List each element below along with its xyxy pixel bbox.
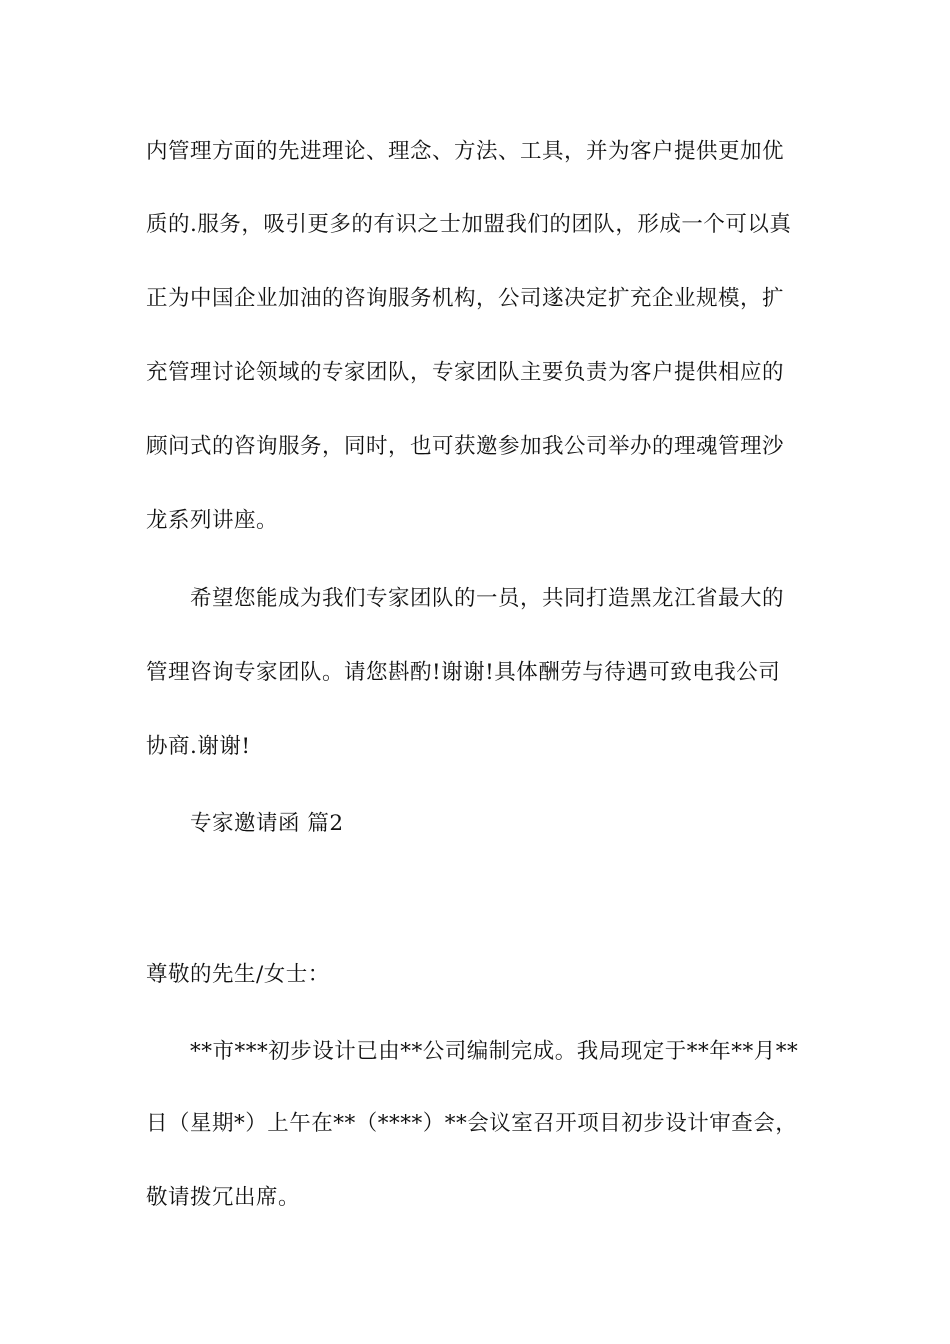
salutation: 尊敬的先生/女士： — [146, 962, 330, 987]
section-heading: 专家邀请函 篇2 — [190, 811, 344, 836]
paragraph-line-5: 顾问式的咨询服务，同时，也可获邀参加我公司举办的理魂管理沙 — [146, 434, 785, 459]
paragraph3-line-3: 敬请拨冗出席。 — [146, 1185, 301, 1210]
paragraph2-line-1: 希望您能成为我们专家团队的一员，共同打造黑龙江省最大的 — [190, 586, 785, 611]
paragraph-line-2: 质的.服务，吸引更多的有识之士加盟我们的团队，形成一个可以真 — [146, 212, 792, 237]
paragraph-line-1: 内管理方面的先进理论、理念、方法、工具，并为客户提供更加优 — [146, 139, 785, 164]
paragraph2-line-2: 管理咨询专家团队。请您斟酌!谢谢!具体酬劳与待遇可致电我公司 — [146, 660, 781, 685]
paragraph3-line-2: 日（星期*）上午在**（****）**会议室召开项目初步设计审查会， — [146, 1111, 798, 1136]
paragraph-line-6: 龙系列讲座。 — [146, 508, 279, 533]
paragraph3-line-1: **市***初步设计已由**公司编制完成。我局现定于**年**月** — [190, 1039, 799, 1064]
paragraph-line-4: 充管理讨论领域的专家团队，专家团队主要负责为客户提供相应的 — [146, 360, 785, 385]
paragraph-line-3: 正为中国企业加油的咨询服务机构，公司遂决定扩充企业规模，扩 — [146, 286, 785, 311]
paragraph2-line-3: 协商.谢谢! — [146, 734, 251, 759]
